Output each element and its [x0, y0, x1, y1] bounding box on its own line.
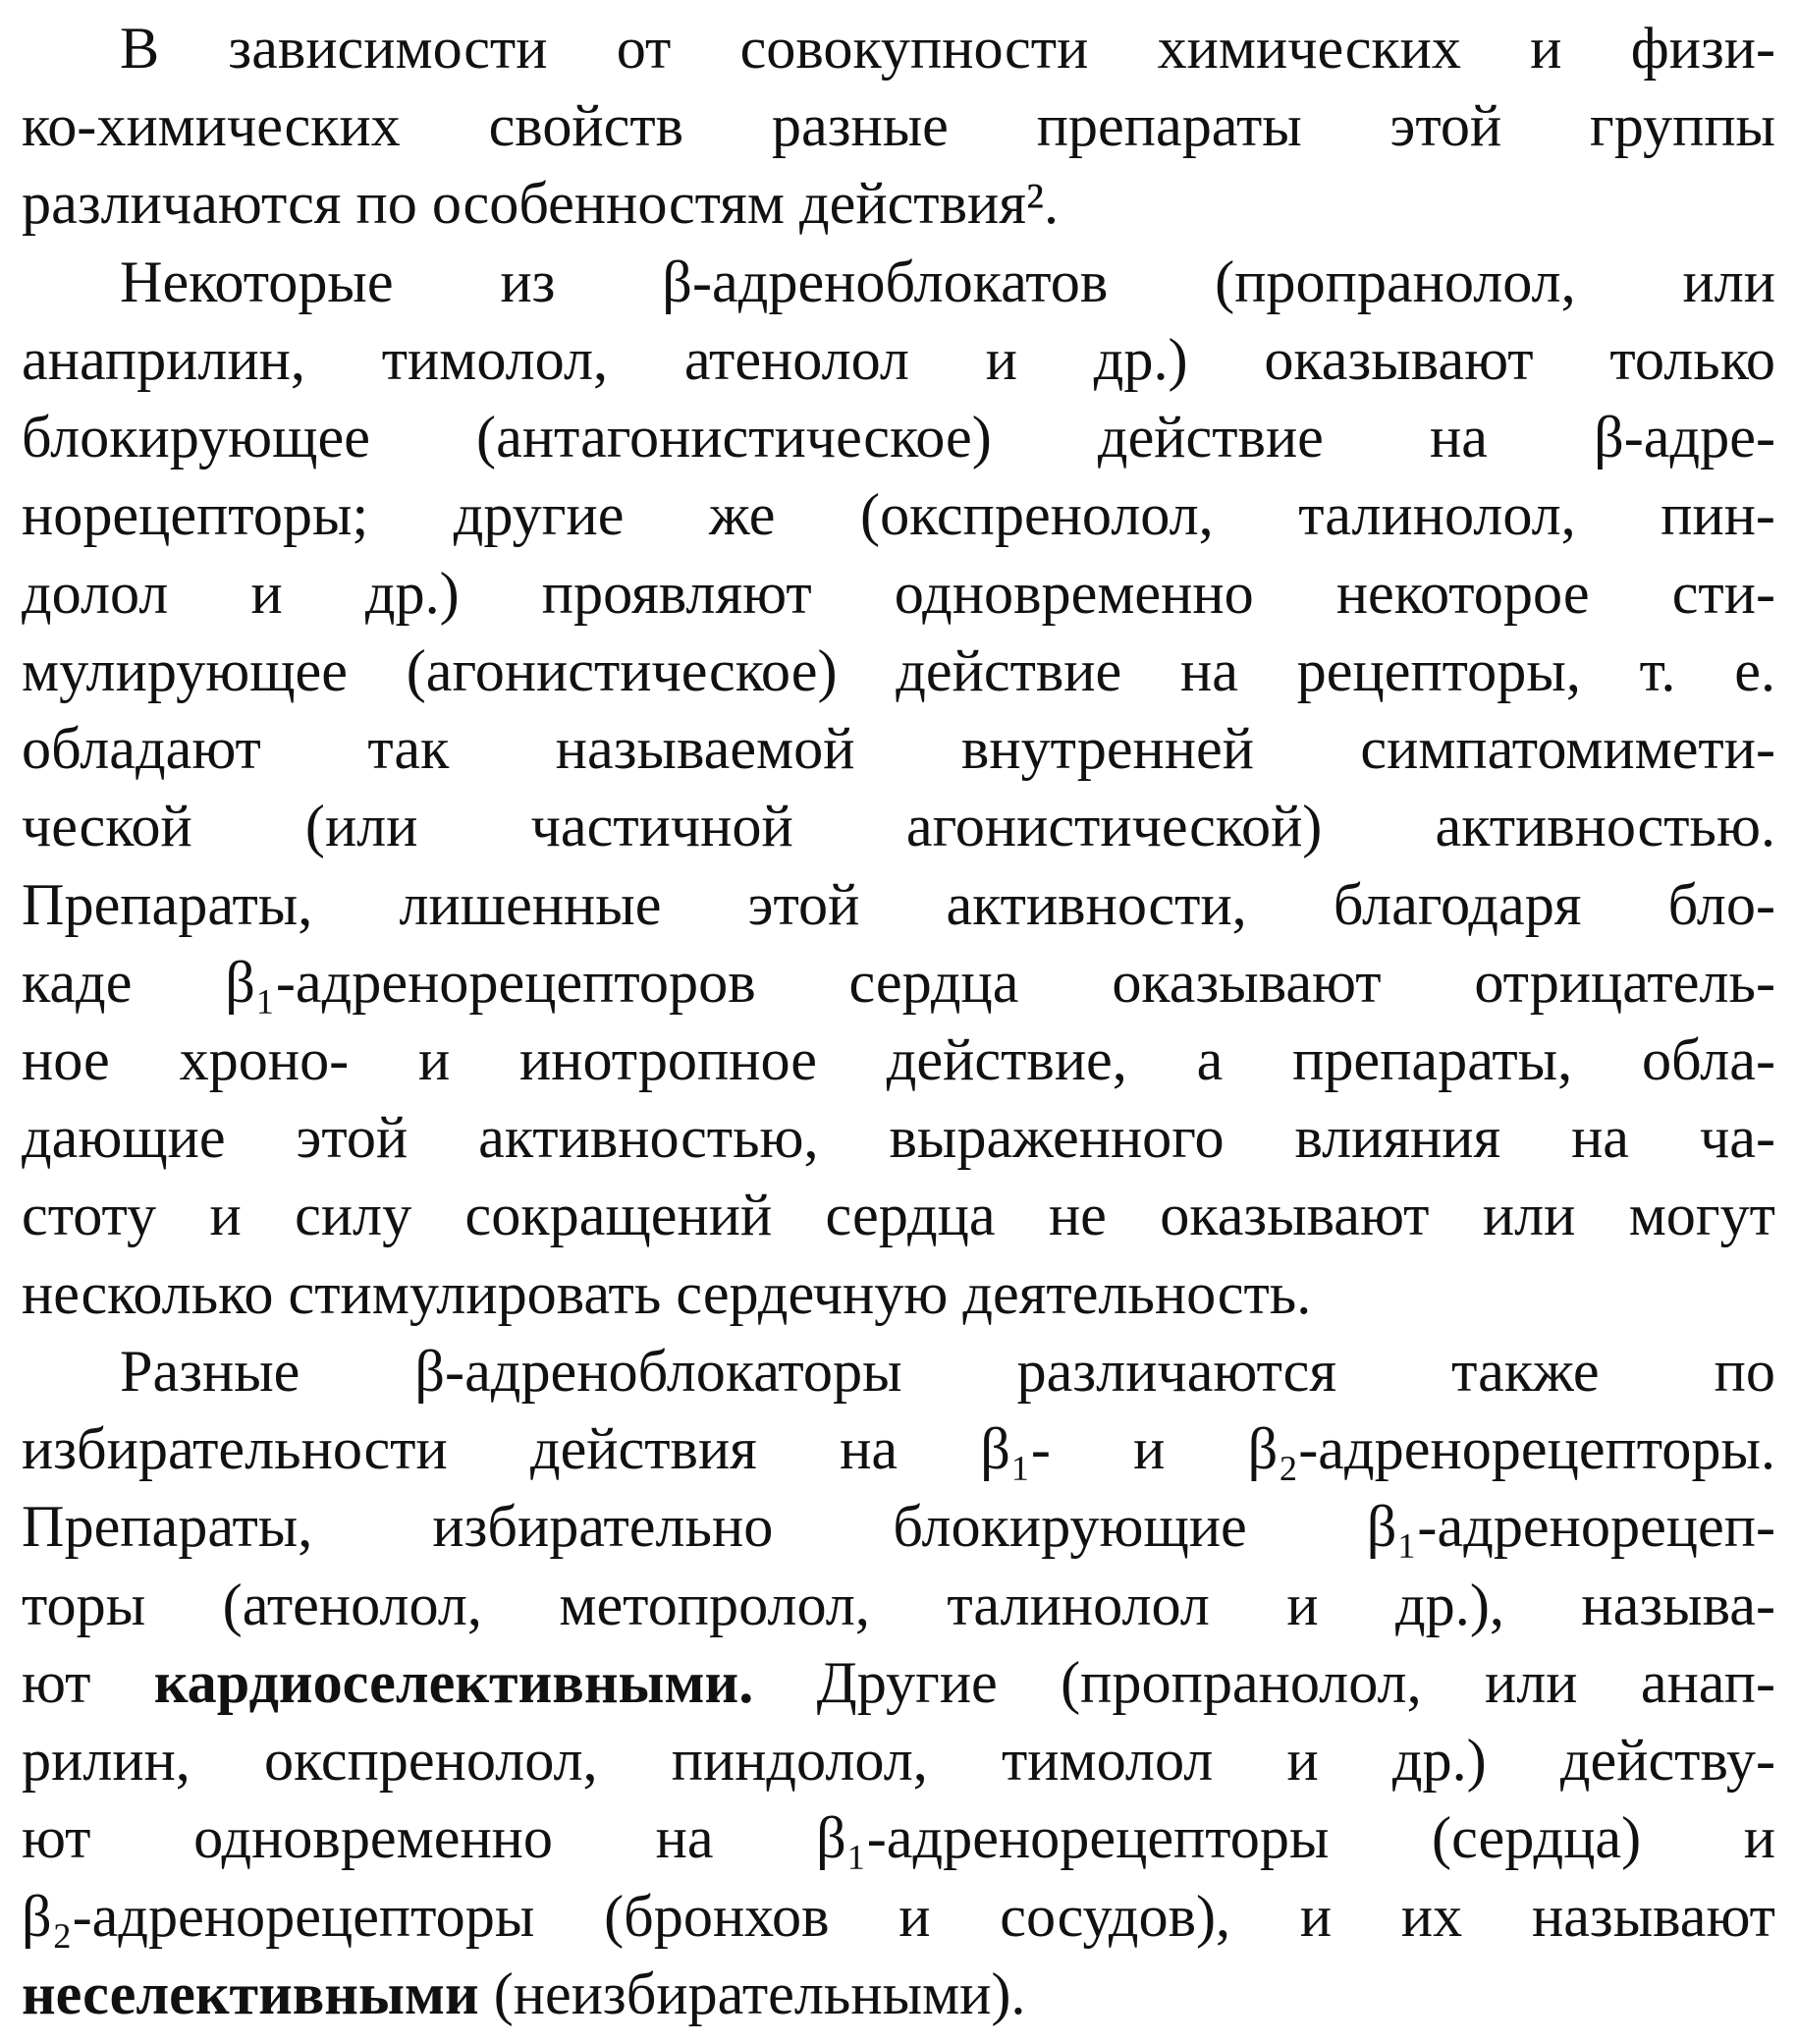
text-line: норецепторы; другие же (окспренолол, талинолол, пин- [22, 482, 1775, 549]
text-line [22, 1878, 1775, 1956]
text-run: β₂-адренорецепторы (бронхов и сосудов), и их называют [22, 1883, 1775, 1950]
bold-term-cardioselective: кардиоселективными. [153, 1649, 754, 1716]
text-line [22, 1644, 1775, 1722]
text-line: различаются по особенностям действия². [22, 171, 1060, 238]
text-line: Разные β-адреноблокаторы различаются также по [120, 1338, 1775, 1405]
text-line: анаприлин, тимолол, атенолол и др.) оказывают только [22, 326, 1775, 393]
text-line: долол и др.) проявляют одновременно некоторое сти- [22, 560, 1775, 627]
text-line: несколько стимулировать сердечную деятельность. [22, 1260, 1312, 1327]
text-run: (неизбирательными). [478, 1961, 1026, 2027]
text-line: стоту и силу сокращений сердца не оказывают или могут [22, 1183, 1775, 1249]
text-line: Препараты, избирательно блокирующие β₁-адренорецеп- [22, 1494, 1775, 1561]
text-line [22, 1956, 1775, 2033]
text-line: обладают так называемой внутренней симпатомимети- [22, 716, 1775, 783]
document-page [22, 10, 1775, 2033]
text-line: ко-химических свойств разные препараты этой группы [22, 93, 1775, 160]
text-line: В зависимости от совокупности химических и физи- [120, 16, 1775, 82]
text-line: ют одновременно на β₁-адренорецепторы (сердца) и [22, 1805, 1775, 1872]
text-line: рилин, окспренолол, пиндолол, тимолол и др.) действу- [22, 1728, 1775, 1795]
text-run: ют [22, 1649, 154, 1716]
text-line: дающие этой активностью, выраженного влияния на ча- [22, 1105, 1775, 1172]
text-line: мулирующее (агонистическое) действие на рецепторы, т. е. [22, 637, 1775, 704]
text-line: избирательности действия на β₁- и β₂-адренорецепторы. [22, 1416, 1775, 1483]
text-line: ное хроно- и инотропное действие, а препараты, обла- [22, 1027, 1775, 1093]
text-line: торы (атенолол, метопролол, талинолол и др.), называ- [22, 1572, 1775, 1638]
bold-term-nonselective: неселективными [22, 1961, 479, 2027]
text-line: каде β₁-адренорецепторов сердца оказывают отрицатель- [22, 949, 1775, 1016]
text-run: Другие (пропранолол, или анап- [753, 1649, 1775, 1716]
text-line: Некоторые из β-адреноблокатов (пропранолол, или [120, 249, 1775, 315]
text-line: блокирующее (антагонистическое) действие на β-адре- [22, 405, 1775, 471]
text-line: Препараты, лишенные этой активности, благодаря бло- [22, 871, 1775, 938]
text-line: ческой (или частичной агонистической) активностью. [22, 794, 1775, 860]
